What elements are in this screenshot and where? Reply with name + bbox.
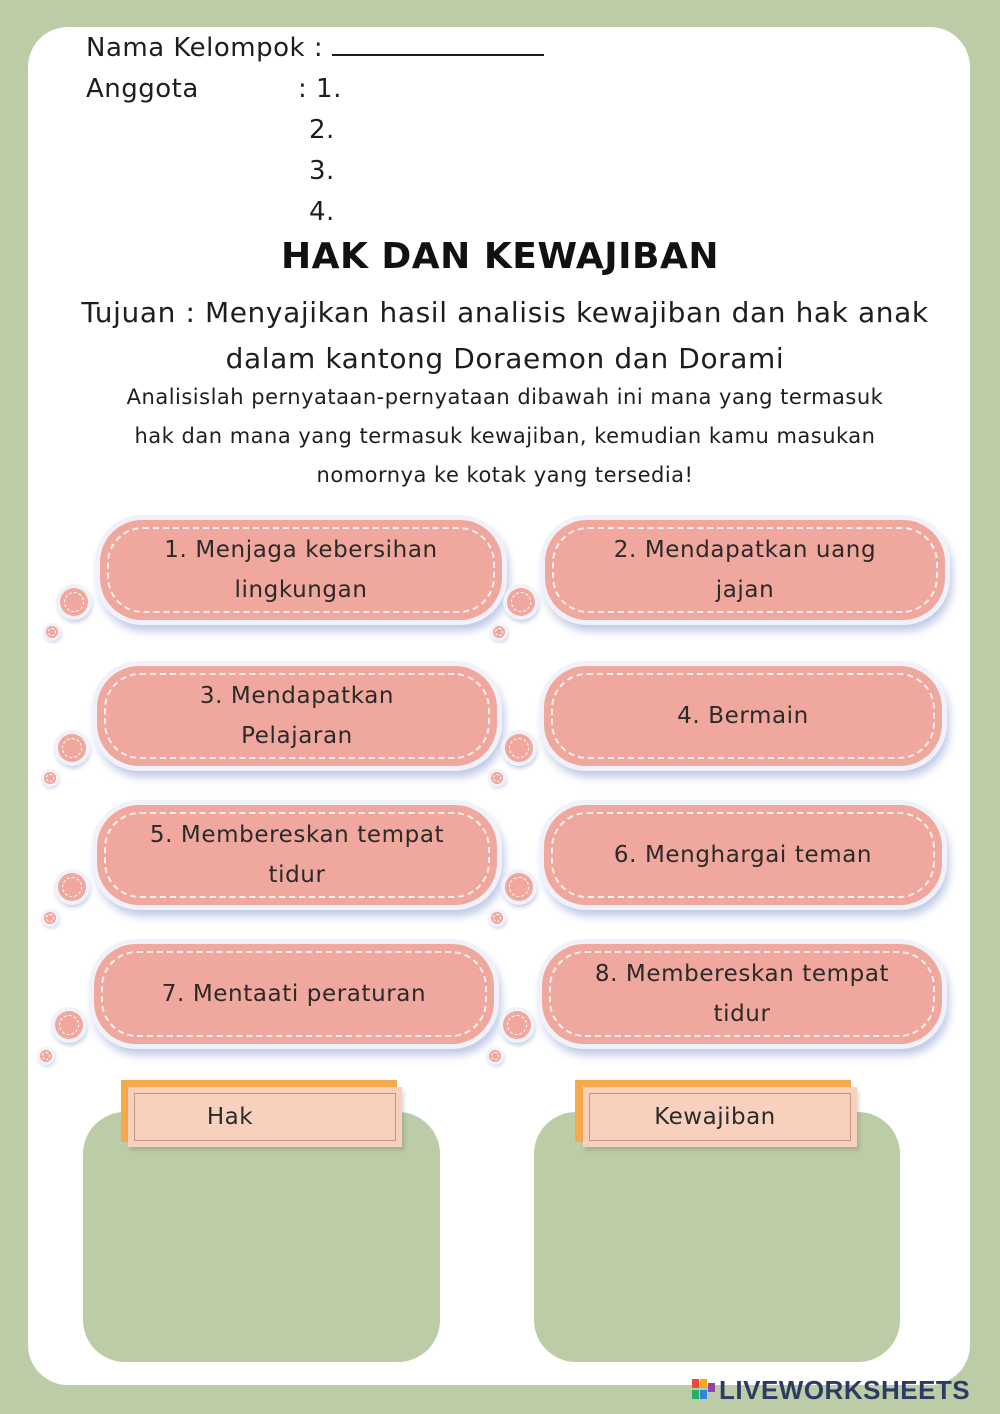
bubble-tail (55, 1011, 83, 1039)
bubble-tail-small (46, 626, 58, 638)
member-3: 3. (309, 156, 335, 186)
liveworksheets-logo (692, 1376, 970, 1404)
instruction-line-1: Analisislah pernyataan-pernyataan dibawah ini mana yang termasuk (126, 385, 884, 409)
kewajiban-label-tab (583, 1087, 857, 1147)
bubble-tail (58, 873, 86, 901)
statement-1[interactable]: 1. Menjaga kebersihan lingkungan (100, 520, 502, 620)
liveworksheets-icon (692, 1379, 714, 1401)
kewajiban-label: Kewajiban (654, 1104, 776, 1130)
goal-text (70, 290, 940, 382)
bubble-tail (505, 734, 533, 762)
hak-drop-box[interactable] (83, 1112, 440, 1362)
hak-label-tab (128, 1087, 402, 1147)
bubble-tail-small (489, 1050, 501, 1062)
group-name-label: Nama Kelompok : (86, 33, 324, 63)
statement-8[interactable]: 8. Membereskan tempat tidur (542, 944, 942, 1044)
group-name-row (86, 32, 544, 63)
statement-7[interactable]: 7. Mentaati peraturan (94, 944, 494, 1044)
bubble-tail-small (491, 912, 503, 924)
liveworksheets-text: LIVEWORKSHEETS (719, 1374, 971, 1405)
instruction-line-3: nomornya ke kotak yang tersedia! (316, 463, 694, 487)
kewajiban-drop-box[interactable] (534, 1112, 900, 1362)
member-2: 2. (309, 115, 335, 145)
member-4: 4. (309, 197, 335, 227)
bubble-tail-small (40, 1050, 52, 1062)
statement-5[interactable]: 5. Membereskan tempat tidur (97, 805, 497, 905)
bubble-tail (60, 588, 88, 616)
instruction-text (80, 378, 930, 495)
bubble-tail (505, 873, 533, 901)
hak-label: Hak (206, 1104, 254, 1130)
bubble-tail-small (493, 626, 505, 638)
members-label: Anggota (86, 74, 199, 104)
bubble-tail-small (491, 772, 503, 784)
bubble-tail (507, 588, 535, 616)
bubble-tail (58, 734, 86, 762)
goal-line-2: dalam kantong Doraemon dan Dorami (225, 342, 785, 375)
bubble-tail (503, 1011, 531, 1039)
statement-2[interactable]: 2. Mendapatkan uang jajan (545, 520, 945, 620)
bubble-tail-small (44, 772, 56, 784)
goal-line-1: Tujuan : Menyajikan hasil analisis kewajiban dan hak anak (81, 296, 929, 329)
statement-3[interactable]: 3. Mendapatkan Pelajaran (97, 666, 497, 766)
instruction-line-2: hak dan mana yang termasuk kewajiban, kemudian kamu masukan (134, 424, 876, 448)
statement-6[interactable]: 6. Menghargai teman (544, 805, 942, 905)
group-name-blank[interactable] (332, 32, 544, 56)
statement-4[interactable]: 4. Bermain (544, 666, 942, 766)
bubble-tail-small (44, 912, 56, 924)
member-1: : 1. (298, 74, 342, 104)
page-title: HAK DAN KEWAJIBAN (281, 236, 719, 277)
